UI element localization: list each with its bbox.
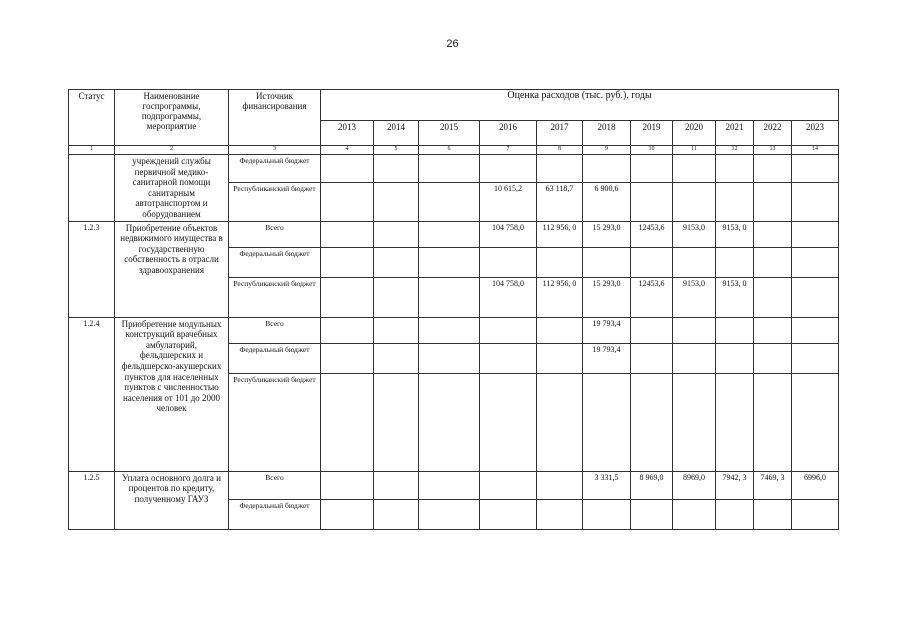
- funding-source-cell: Всего: [229, 317, 321, 343]
- value-cell: [374, 183, 419, 221]
- value-cell: [583, 499, 631, 529]
- value-cell: [754, 247, 792, 277]
- value-cell: [321, 221, 374, 247]
- expenditure-table: [68, 89, 839, 530]
- value-cell: [631, 317, 673, 343]
- column-number: 14: [792, 146, 839, 155]
- value-cell: [792, 373, 839, 471]
- value-cell: [537, 247, 583, 277]
- value-cell: [631, 247, 673, 277]
- value-cell: [673, 499, 716, 529]
- value-cell: 112 956, 0: [537, 277, 583, 317]
- value-cell: [480, 373, 537, 471]
- header-year: 2013: [321, 121, 374, 146]
- value-cell: [419, 277, 480, 317]
- table-body: [69, 155, 839, 530]
- funding-source-cell: Республиканский бюджет: [229, 373, 321, 471]
- value-cell: [631, 499, 673, 529]
- value-cell: [537, 499, 583, 529]
- value-cell: 7942, 3: [716, 471, 754, 499]
- column-number: 9: [583, 146, 631, 155]
- header-estimate: Оценка расходов (тыс. руб.), годы: [321, 90, 839, 121]
- value-cell: [321, 155, 374, 183]
- value-cell: [419, 221, 480, 247]
- header-year: 2017: [537, 121, 583, 146]
- table-row: [69, 317, 839, 343]
- funding-source-cell: Республиканский бюджет: [229, 277, 321, 317]
- value-cell: [754, 343, 792, 373]
- value-cell: [673, 155, 716, 183]
- funding-source-cell: Федеральный бюджет: [229, 499, 321, 529]
- table-row: [69, 221, 839, 247]
- value-cell: [792, 277, 839, 317]
- value-cell: [673, 247, 716, 277]
- value-cell: [321, 499, 374, 529]
- value-cell: [754, 155, 792, 183]
- header-year: 2022: [754, 121, 792, 146]
- value-cell: [374, 471, 419, 499]
- funding-source-cell: Всего: [229, 221, 321, 247]
- value-cell: 8 969,0: [631, 471, 673, 499]
- value-cell: [754, 277, 792, 317]
- column-number: 4: [321, 146, 374, 155]
- value-cell: [754, 221, 792, 247]
- value-cell: [419, 155, 480, 183]
- table-header: [69, 90, 839, 155]
- value-cell: [583, 155, 631, 183]
- value-cell: [321, 247, 374, 277]
- value-cell: [321, 343, 374, 373]
- value-cell: [673, 343, 716, 373]
- value-cell: [716, 499, 754, 529]
- funding-source-cell: Республиканский бюджет: [229, 183, 321, 221]
- value-cell: [321, 317, 374, 343]
- value-cell: 9153, 0: [716, 221, 754, 247]
- value-cell: [480, 471, 537, 499]
- value-cell: 6996,0: [792, 471, 839, 499]
- value-cell: [754, 183, 792, 221]
- value-cell: [321, 471, 374, 499]
- value-cell: [754, 373, 792, 471]
- column-number-row: [69, 146, 839, 155]
- activity-name-cell: Приобретение объектов недвижимого имущества в государственную собственность в отрасли здравоохранения: [115, 221, 229, 317]
- column-number: 5: [374, 146, 419, 155]
- value-cell: [716, 247, 754, 277]
- funding-source-cell: Федеральный бюджет: [229, 247, 321, 277]
- value-cell: [792, 499, 839, 529]
- column-number: 12: [716, 146, 754, 155]
- value-cell: 3 331,5: [583, 471, 631, 499]
- value-cell: 104 758,0: [480, 277, 537, 317]
- header-name: Наименование госпрограммы, подпрограммы, мероприятие: [115, 90, 229, 146]
- value-cell: [374, 277, 419, 317]
- value-cell: 63 118,7: [537, 183, 583, 221]
- value-cell: 15 293,0: [583, 221, 631, 247]
- value-cell: 19 793,4: [583, 343, 631, 373]
- funding-source-cell: Федеральный бюджет: [229, 155, 321, 183]
- funding-source-cell: Всего: [229, 471, 321, 499]
- status-cell: 1.2.3: [69, 221, 115, 317]
- status-cell: 1.2.5: [69, 471, 115, 529]
- value-cell: [537, 343, 583, 373]
- value-cell: [480, 499, 537, 529]
- value-cell: [374, 499, 419, 529]
- value-cell: [480, 343, 537, 373]
- value-cell: [537, 373, 583, 471]
- value-cell: [716, 155, 754, 183]
- value-cell: [792, 155, 839, 183]
- header-year: 2015: [419, 121, 480, 146]
- header-status: Статус: [69, 90, 115, 146]
- value-cell: [480, 155, 537, 183]
- header-source: Источник финансирования: [229, 90, 321, 146]
- value-cell: [792, 317, 839, 343]
- value-cell: [792, 343, 839, 373]
- value-cell: 9153, 0: [716, 277, 754, 317]
- value-cell: [480, 317, 537, 343]
- header-year: 2018: [583, 121, 631, 146]
- header-year: 2019: [631, 121, 673, 146]
- table-row: [69, 155, 839, 183]
- value-cell: [631, 343, 673, 373]
- value-cell: 9153,0: [673, 277, 716, 317]
- value-cell: [419, 373, 480, 471]
- table-row: [69, 471, 839, 499]
- status-cell: [69, 155, 115, 222]
- value-cell: [754, 317, 792, 343]
- value-cell: [419, 343, 480, 373]
- value-cell: [583, 247, 631, 277]
- value-cell: 15 293,0: [583, 277, 631, 317]
- value-cell: [419, 317, 480, 343]
- header-year: 2020: [673, 121, 716, 146]
- funding-source-cell: Федеральный бюджет: [229, 343, 321, 373]
- column-number: 6: [419, 146, 480, 155]
- activity-name-cell: Приобретение модульных конструкций врачебных амбулаторий, фельдшерских и фельдшерско-акушерских пунктов для населенных пунктов с численностью населения от 101 до 2000 человек: [115, 317, 229, 471]
- value-cell: 7469, 3: [754, 471, 792, 499]
- column-number: 1: [69, 146, 115, 155]
- value-cell: 12453,6: [631, 277, 673, 317]
- value-cell: [374, 247, 419, 277]
- value-cell: 8969,0: [673, 471, 716, 499]
- activity-name-cell: Уплата основного долга и процентов по кредиту, полученному ГАУЗ: [115, 471, 229, 529]
- value-cell: [792, 247, 839, 277]
- header-year: 2014: [374, 121, 419, 146]
- value-cell: [374, 221, 419, 247]
- value-cell: 112 956, 0: [537, 221, 583, 247]
- value-cell: 19 793,4: [583, 317, 631, 343]
- value-cell: [419, 183, 480, 221]
- header-year: 2021: [716, 121, 754, 146]
- value-cell: [374, 373, 419, 471]
- value-cell: [754, 499, 792, 529]
- value-cell: [419, 471, 480, 499]
- value-cell: 6 900,6: [583, 183, 631, 221]
- activity-name-cell: учреждений службы первичной медико-санитарной помощи санитарным автотранспортом и оборудованием: [115, 155, 229, 222]
- column-number: 2: [115, 146, 229, 155]
- value-cell: [419, 247, 480, 277]
- header-year: 2023: [792, 121, 839, 146]
- value-cell: [321, 277, 374, 317]
- value-cell: [419, 499, 480, 529]
- column-number: 10: [631, 146, 673, 155]
- value-cell: [631, 155, 673, 183]
- value-cell: [374, 343, 419, 373]
- value-cell: [321, 373, 374, 471]
- value-cell: 10 615,2: [480, 183, 537, 221]
- value-cell: [583, 373, 631, 471]
- column-number: 3: [229, 146, 321, 155]
- column-number: 7: [480, 146, 537, 155]
- value-cell: [716, 343, 754, 373]
- value-cell: [792, 183, 839, 221]
- value-cell: [374, 155, 419, 183]
- value-cell: [673, 317, 716, 343]
- value-cell: [631, 373, 673, 471]
- value-cell: [673, 373, 716, 471]
- column-number: 8: [537, 146, 583, 155]
- page-number: 26: [446, 38, 459, 50]
- value-cell: [631, 183, 673, 221]
- status-cell: 1.2.4: [69, 317, 115, 471]
- value-cell: [716, 183, 754, 221]
- header-year: 2016: [480, 121, 537, 146]
- column-number: 11: [673, 146, 716, 155]
- value-cell: [537, 471, 583, 499]
- value-cell: 9153,0: [673, 221, 716, 247]
- value-cell: [716, 373, 754, 471]
- value-cell: [374, 317, 419, 343]
- value-cell: 12453,6: [631, 221, 673, 247]
- value-cell: [480, 247, 537, 277]
- value-cell: [716, 317, 754, 343]
- value-cell: [792, 221, 839, 247]
- value-cell: 104 758,0: [480, 221, 537, 247]
- column-number: 13: [754, 146, 792, 155]
- value-cell: [537, 317, 583, 343]
- value-cell: [673, 183, 716, 221]
- value-cell: [537, 155, 583, 183]
- value-cell: [321, 183, 374, 221]
